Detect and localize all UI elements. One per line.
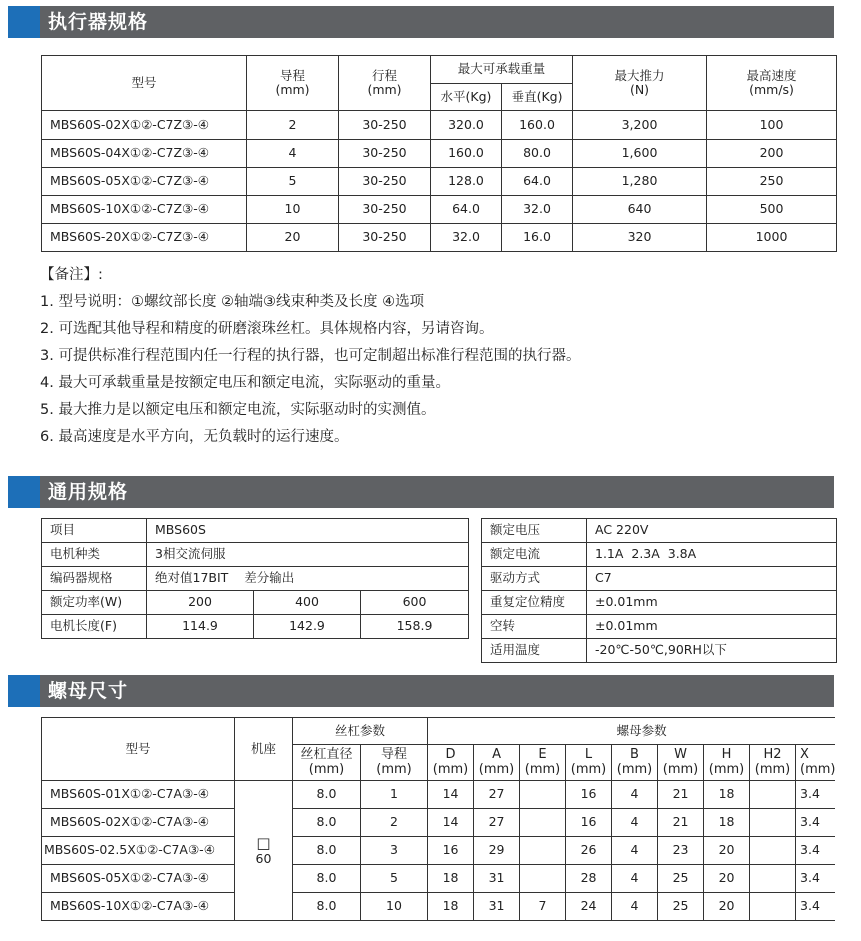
- header-max-load: 最大可承载重量: [431, 56, 573, 84]
- header-w: W (mm): [658, 745, 704, 781]
- header-base: 机座: [235, 718, 293, 781]
- header-vertical: 垂直(Kg): [502, 84, 573, 111]
- note-item: 3. 可提供标准行程范围内任一行程的执行器，也可定制超出标准行程范围的执行器。: [40, 348, 581, 364]
- header-x: X (mm): [796, 745, 835, 781]
- val-cell: 26: [566, 837, 612, 865]
- val-cell: 23: [658, 837, 704, 865]
- val-cell: 28: [566, 865, 612, 893]
- table-row: [42, 809, 836, 837]
- header-screw-params: 丝杠参数: [293, 718, 428, 745]
- lead-cell: 5: [247, 168, 339, 196]
- header-lead: 导程 (mm): [247, 56, 339, 111]
- val-cell: 18: [704, 781, 750, 809]
- spec-value: ±0.01mm: [587, 591, 837, 615]
- general-spec-right-table: [481, 518, 837, 663]
- val-cell: 3.4: [796, 809, 835, 837]
- val-cell: 3.4: [796, 781, 835, 809]
- val-cell: 27: [474, 809, 520, 837]
- model-cell: MBS60S-01X①②-C7A③-④: [42, 781, 235, 809]
- dia-cell: 8.0: [293, 809, 361, 837]
- header-max-thrust: 最大推力 (N): [573, 56, 707, 111]
- val-cell: 18: [704, 809, 750, 837]
- power-label: 额定功率(W): [42, 591, 147, 615]
- val-cell: 24: [566, 893, 612, 921]
- note-item: 2. 可选配其他导程和精度的研磨滚珠丝杠。具体规格内容，另请咨询。: [40, 321, 494, 337]
- val-cell: 4: [612, 781, 658, 809]
- spec-label: 空转: [482, 615, 587, 639]
- val-cell: 21: [658, 809, 704, 837]
- val-cell: 4: [612, 837, 658, 865]
- power-value: 400: [254, 591, 361, 615]
- dia-cell: 8.0: [293, 837, 361, 865]
- header-h2: H2 (mm): [750, 745, 796, 781]
- dia-cell: 8.0: [293, 781, 361, 809]
- section-title: 螺母尺寸: [48, 680, 129, 702]
- val-cell: 3.4: [796, 837, 835, 865]
- val-cell: 3.4: [796, 893, 835, 921]
- stroke-cell: 30-250: [339, 168, 431, 196]
- val-cell: [520, 837, 566, 865]
- val-cell: 31: [474, 893, 520, 921]
- model-cell: MBS60S-10X①②-C7A③-④: [42, 893, 235, 921]
- header-model: 型号: [42, 56, 247, 111]
- spec-value: 1.1A 2.3A 3.8A: [587, 543, 837, 567]
- val-cell: 7: [520, 893, 566, 921]
- vertical-cell: 32.0: [502, 196, 573, 224]
- val-cell: [750, 809, 796, 837]
- val-cell: [750, 893, 796, 921]
- model-cell: MBS60S-05X①②-C7A③-④: [42, 865, 235, 893]
- spec-label: 额定电压: [482, 519, 587, 543]
- thrust-cell: 1,280: [573, 168, 707, 196]
- note-item: 5. 最大推力是以额定电压和额定电流，实际驱动时的实测值。: [40, 402, 436, 418]
- actuator-spec-table: [41, 55, 837, 252]
- val-cell: [750, 837, 796, 865]
- horizontal-cell: 64.0: [431, 196, 502, 224]
- lead-cell: 2: [361, 809, 428, 837]
- speed-cell: 500: [707, 196, 837, 224]
- spec-label: 适用温度: [482, 639, 587, 663]
- spec-label: 额定电流: [482, 543, 587, 567]
- motor-value: 3相交流伺服: [147, 543, 469, 567]
- header-d: D (mm): [428, 745, 474, 781]
- stroke-cell: 30-250: [339, 224, 431, 252]
- val-cell: 27: [474, 781, 520, 809]
- val-cell: [750, 781, 796, 809]
- val-cell: 14: [428, 781, 474, 809]
- lead-cell: 20: [247, 224, 339, 252]
- length-value: 114.9: [147, 615, 254, 639]
- base-cell: □ 60: [235, 781, 293, 921]
- table-row: [42, 893, 836, 921]
- horizontal-cell: 160.0: [431, 140, 502, 168]
- val-cell: 16: [428, 837, 474, 865]
- nut-table-viewport: [0, 715, 835, 941]
- section-title: 通用规格: [48, 481, 129, 503]
- note-item: 1. 型号说明：①螺纹部长度 ②轴端③线束种类及长度 ④选项: [40, 294, 425, 310]
- val-cell: [520, 865, 566, 893]
- model-cell: MBS60S-04X①②-C7Z③-④: [42, 140, 247, 168]
- header-max-speed: 最高速度 (mm/s): [707, 56, 837, 111]
- section-accent: [8, 675, 40, 707]
- power-value: 200: [147, 591, 254, 615]
- spec-value: -20℃-50℃,90RH以下: [587, 639, 837, 663]
- spec-value: AC 220V: [587, 519, 837, 543]
- lead-cell: 10: [361, 893, 428, 921]
- val-cell: 25: [658, 893, 704, 921]
- section-accent: [8, 6, 40, 38]
- table-row: [42, 111, 837, 140]
- val-cell: 20: [704, 865, 750, 893]
- model-cell: MBS60S-02X①②-C7Z③-④: [42, 111, 247, 140]
- val-cell: 3.4: [796, 865, 835, 893]
- section-accent: [8, 476, 40, 508]
- nut-size-table: [41, 717, 835, 921]
- horizontal-cell: 128.0: [431, 168, 502, 196]
- header-horizontal: 水平(Kg): [431, 84, 502, 111]
- model-cell: MBS60S-05X①②-C7Z③-④: [42, 168, 247, 196]
- speed-cell: 200: [707, 140, 837, 168]
- val-cell: 16: [566, 781, 612, 809]
- thrust-cell: 1,600: [573, 140, 707, 168]
- val-cell: [520, 809, 566, 837]
- spec-value: ±0.01mm: [587, 615, 837, 639]
- val-cell: 20: [704, 893, 750, 921]
- table-row: [42, 140, 837, 168]
- length-value: 158.9: [361, 615, 469, 639]
- header-e: E (mm): [520, 745, 566, 781]
- model-cell: MBS60S-10X①②-C7Z③-④: [42, 196, 247, 224]
- val-cell: 4: [612, 809, 658, 837]
- val-cell: 21: [658, 781, 704, 809]
- val-cell: 18: [428, 893, 474, 921]
- section-header-general-spec: [8, 476, 834, 508]
- length-value: 142.9: [254, 615, 361, 639]
- header-a: A (mm): [474, 745, 520, 781]
- general-spec-left-table: [41, 518, 469, 639]
- encoder-label: 编码器规格: [42, 567, 147, 591]
- thrust-cell: 640: [573, 196, 707, 224]
- val-cell: 16: [566, 809, 612, 837]
- lead-cell: 2: [247, 111, 339, 140]
- item-value: MBS60S: [147, 519, 469, 543]
- val-cell: [750, 865, 796, 893]
- table-row: [42, 196, 837, 224]
- table-row: [42, 224, 837, 252]
- stroke-cell: 30-250: [339, 140, 431, 168]
- dia-cell: 8.0: [293, 865, 361, 893]
- header-screw-dia: 丝杠直径 (mm): [293, 745, 361, 781]
- note-item: 6. 最高速度是水平方向，无负载时的运行速度。: [40, 429, 349, 445]
- header-nut-params: 螺母参数: [428, 718, 835, 745]
- lead-cell: 4: [247, 140, 339, 168]
- section-header-actuator-spec: [8, 6, 834, 38]
- header-l: L (mm): [566, 745, 612, 781]
- header-h: H (mm): [704, 745, 750, 781]
- val-cell: 4: [612, 865, 658, 893]
- speed-cell: 1000: [707, 224, 837, 252]
- header-b: B (mm): [612, 745, 658, 781]
- table-row: [42, 168, 837, 196]
- header-lead: 导程 (mm): [361, 745, 428, 781]
- table-row: [42, 837, 836, 865]
- section-header-nut-size: [8, 675, 834, 707]
- spec-label: 驱动方式: [482, 567, 587, 591]
- val-cell: 20: [704, 837, 750, 865]
- val-cell: 18: [428, 865, 474, 893]
- model-cell: MBS60S-02X①②-C7A③-④: [42, 809, 235, 837]
- note-item: 4. 最大可承载重量是按额定电压和额定电流，实际驱动的重量。: [40, 375, 450, 391]
- length-label: 电机长度(F): [42, 615, 147, 639]
- notes-title: 【备注】:: [40, 267, 103, 283]
- spec-label: 重复定位精度: [482, 591, 587, 615]
- model-cell: MBS60S-02.5X①②-C7A③-④: [42, 837, 235, 865]
- motor-label: 电机种类: [42, 543, 147, 567]
- val-cell: 29: [474, 837, 520, 865]
- header-model: 型号: [42, 718, 235, 781]
- speed-cell: 250: [707, 168, 837, 196]
- speed-cell: 100: [707, 111, 837, 140]
- vertical-cell: 16.0: [502, 224, 573, 252]
- val-cell: [520, 781, 566, 809]
- horizontal-cell: 320.0: [431, 111, 502, 140]
- encoder-value: 绝对值17BIT 差分输出: [147, 567, 469, 591]
- lead-cell: 1: [361, 781, 428, 809]
- vertical-cell: 160.0: [502, 111, 573, 140]
- spec-value: C7: [587, 567, 837, 591]
- table-row: [42, 865, 836, 893]
- lead-cell: 10: [247, 196, 339, 224]
- stroke-cell: 30-250: [339, 196, 431, 224]
- vertical-cell: 64.0: [502, 168, 573, 196]
- section-title: 执行器规格: [48, 11, 149, 33]
- val-cell: 4: [612, 893, 658, 921]
- val-cell: 31: [474, 865, 520, 893]
- notes-block: [40, 262, 580, 451]
- thrust-cell: 320: [573, 224, 707, 252]
- horizontal-cell: 32.0: [431, 224, 502, 252]
- power-value: 600: [361, 591, 469, 615]
- lead-cell: 5: [361, 865, 428, 893]
- stroke-cell: 30-250: [339, 111, 431, 140]
- dia-cell: 8.0: [293, 893, 361, 921]
- thrust-cell: 3,200: [573, 111, 707, 140]
- item-label: 项目: [42, 519, 147, 543]
- vertical-cell: 80.0: [502, 140, 573, 168]
- header-stroke: 行程 (mm): [339, 56, 431, 111]
- lead-cell: 3: [361, 837, 428, 865]
- val-cell: 14: [428, 809, 474, 837]
- table-row: [42, 781, 836, 809]
- model-cell: MBS60S-20X①②-C7Z③-④: [42, 224, 247, 252]
- val-cell: 25: [658, 865, 704, 893]
